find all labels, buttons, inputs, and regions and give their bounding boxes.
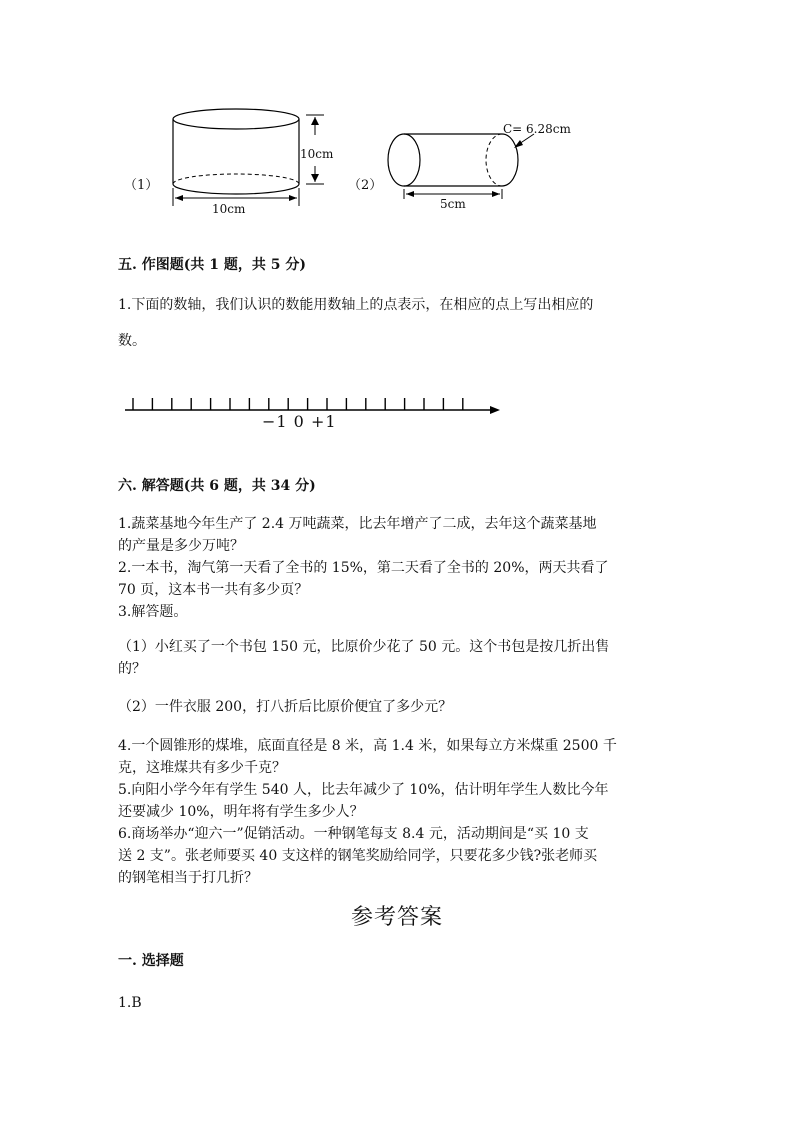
cylinder-1-width-label: 10cm — [212, 202, 246, 216]
figure-1-label: （1） — [124, 178, 159, 193]
section-6-heading: 六. 解答题(共 6 题，共 34 分) — [118, 478, 316, 494]
answers-title: 参考答案 — [350, 905, 443, 930]
section-6-questions-4-6 — [118, 735, 617, 889]
section-6-line: 3.解答题。 — [118, 604, 188, 620]
section-6-tail-line: 克，这堆煤共有多少千克？ — [118, 760, 286, 776]
cylinder-1-height-label: 10cm — [300, 147, 334, 161]
cylinder-2-circumference-label: C= 6.28cm — [503, 122, 571, 136]
cylinder-2 — [388, 134, 534, 199]
section-6-line: 2.一本书，淘气第一天看了全书的 15%，第二天看了全书的 20%，两天共看了 — [118, 560, 609, 576]
section-6-line: 70 页，这本书一共有多少页？ — [118, 582, 309, 598]
section-6-q3-part-2: （2）一件衣服 200，打八折后比原价便宜了多少元？ — [118, 699, 453, 715]
section-6-q3-part-1 — [118, 636, 609, 680]
section-6-questions-1-3 — [118, 513, 609, 623]
number-line-labels: −1 0 +1 — [262, 412, 337, 431]
q3-part-1-line-1: （1）小红买了一个书包 150 元，比原价少花了 50 元。这个书包是按几折出售 — [118, 639, 610, 655]
answer-1: 1.B — [118, 995, 142, 1011]
answers-section-1-heading: 一. 选择题 — [118, 953, 184, 969]
section-5-q1-line-2: 数。 — [118, 333, 146, 349]
section-6-line: 的产量是多少万吨？ — [118, 538, 244, 554]
section-6-tail-line: 6.商场举办“迎六一”促销活动。一种钢笔每支 8.4 元，活动期间是“买 10 支 — [118, 826, 589, 842]
section-6-line: 1.蔬菜基地今年生产了 2.4 万吨蔬菜，比去年增产了二成，去年这个蔬菜基地 — [118, 516, 597, 532]
section-6-tail-line: 5.向阳小学今年有学生 540 人，比去年减少了 10%，估计明年学生人数比今年 — [118, 782, 609, 798]
section-6-tail-line: 的钢笔相当于打几折？ — [118, 870, 258, 886]
section-5-heading: 五. 作图题(共 1 题，共 5 分) — [118, 257, 306, 273]
q3-part-1-line-2: 的？ — [118, 661, 146, 677]
section-6-tail-line: 还要减少 10%，明年将有学生多少人？ — [118, 804, 364, 820]
figure-2-label: （2） — [348, 178, 383, 193]
section-6-tail-line: 4.一个圆锥形的煤堆，底面直径是 8 米，高 1.4 米，如果每立方米煤重 2500 千 — [118, 738, 617, 754]
section-5-q1-line-1: 1.下面的数轴，我们认识的数能用数轴上的点表示，在相应的点上写出相应的 — [118, 297, 594, 313]
cylinder-2-length-label: 5cm — [440, 197, 466, 211]
section-6-tail-line: 送 2 支”。张老师要买 40 支这样的钢笔奖励给同学，只要花多少钱?张老师买 — [118, 848, 598, 864]
